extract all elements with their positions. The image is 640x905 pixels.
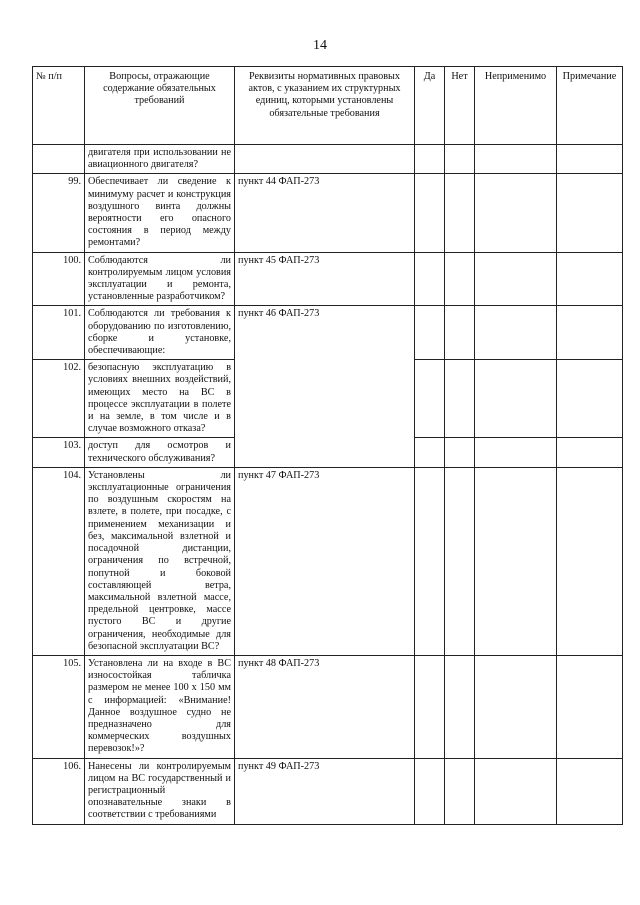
row-number: 104. [33,467,85,655]
answer-no-cell[interactable] [445,438,475,467]
row-question: Соблюдаются ли контролируемым лицом условия эксплуатации и ремонта, установленные разработчиком? [85,252,235,306]
row-number: 103. [33,438,85,467]
row-question: безопасную эксплуатацию в условиях внешних воздействий, имеющих место на ВС в процессе эксплуатации в полете и на земле, в том числе и в случае возможного отказа? [85,360,235,438]
answer-yes-cell[interactable] [415,306,445,360]
row-question: Установлены ли эксплуатационные ограничения по воздушным скоростям на взлете, в полете, при посадке, с применением механизации и без, максимальной взлетной и посадочной дистанции, ограничения по встречной, попутной и боковой составляющей ветра, максимальной взлетной массе, предельной центровке, массе пустого ВС и другие ограничения, необходимые для безопасной эксплуатации ВС? [85,467,235,655]
note-cell[interactable] [557,252,623,306]
row-number: 105. [33,655,85,758]
answer-yes-cell[interactable] [415,758,445,824]
answer-no-cell[interactable] [445,306,475,360]
row-number: 99. [33,174,85,252]
row-question: доступ для осмотров и технического обслуживания? [85,438,235,467]
row-question: Соблюдаются ли требования к оборудованию по изготовлению, сборке и установке, обеспечивающие: [85,306,235,360]
table-row [33,174,623,252]
row-number: 106. [33,758,85,824]
answer-yes-cell[interactable] [415,360,445,438]
row-requisites: пункт 45 ФАП-273 [235,252,415,306]
answer-na-cell[interactable] [475,758,557,824]
answer-no-cell[interactable] [445,655,475,758]
answer-no-cell[interactable] [445,467,475,655]
page-number: 14 [313,38,327,53]
row-question: Установлена ли на входе в ВС износостойкая табличка размером не менее 100 x 150 мм с информацией: «Внимание! Данное воздушное судно не предназначено для коммерческих воздушных перевозок!»? [85,655,235,758]
table-row [33,655,623,758]
answer-no-cell[interactable] [445,174,475,252]
row-question: Обеспечивает ли сведение к минимуму расчет и конструкция воздушного винта должны вероятности его опасного состояния в период между ремонтами? [85,174,235,252]
row-question: Нанесены ли контролируемым лицом на ВС государственный и регистрационный опознавательные знаки в соответствии с требованиями [85,758,235,824]
table-row [33,145,623,174]
note-cell[interactable] [557,306,623,360]
checklist-table [32,66,623,825]
row-number: 100. [33,252,85,306]
answer-na-cell[interactable] [475,306,557,360]
note-cell[interactable] [557,174,623,252]
answer-na-cell[interactable] [475,438,557,467]
row-number: 101. [33,306,85,360]
row-question: двигателя при использовании не авиационного двигателя? [85,145,235,174]
answer-na-cell[interactable] [475,174,557,252]
row-requisites: пункт 47 ФАП-273 [235,467,415,655]
answer-yes-cell[interactable] [415,174,445,252]
answer-no-cell[interactable] [445,145,475,174]
answer-na-cell[interactable] [475,655,557,758]
header-yes: Да [415,67,445,145]
answer-na-cell[interactable] [475,467,557,655]
answer-yes-cell[interactable] [415,145,445,174]
row-number: 102. [33,360,85,438]
header-num: № п/п [33,67,85,145]
header-requisites: Реквизиты нормативных правовых актов, с указанием их структурных единиц, которыми установлены обязательные требования [235,67,415,145]
row-requisites: пункт 48 ФАП-273 [235,655,415,758]
answer-yes-cell[interactable] [415,655,445,758]
row-requisites: пункт 44 ФАП-273 [235,174,415,252]
table-row [33,467,623,655]
row-requisites: пункт 46 ФАП-273 [235,306,415,467]
header-note: Примечание [557,67,623,145]
note-cell[interactable] [557,655,623,758]
table-row [33,252,623,306]
answer-na-cell[interactable] [475,252,557,306]
header-question: Вопросы, отражающие содержание обязательных требований [85,67,235,145]
table-header-row [33,67,623,145]
header-na: Неприменимо [475,67,557,145]
answer-yes-cell[interactable] [415,252,445,306]
answer-na-cell[interactable] [475,145,557,174]
answer-yes-cell[interactable] [415,438,445,467]
note-cell[interactable] [557,145,623,174]
row-number [33,145,85,174]
answer-na-cell[interactable] [475,360,557,438]
table-row [33,758,623,824]
header-no: Нет [445,67,475,145]
table-row [33,306,623,360]
answer-no-cell[interactable] [445,252,475,306]
note-cell[interactable] [557,467,623,655]
note-cell[interactable] [557,758,623,824]
answer-no-cell[interactable] [445,758,475,824]
row-requisites [235,145,415,174]
note-cell[interactable] [557,438,623,467]
answer-yes-cell[interactable] [415,467,445,655]
answer-no-cell[interactable] [445,360,475,438]
note-cell[interactable] [557,360,623,438]
row-requisites: пункт 49 ФАП-273 [235,758,415,824]
